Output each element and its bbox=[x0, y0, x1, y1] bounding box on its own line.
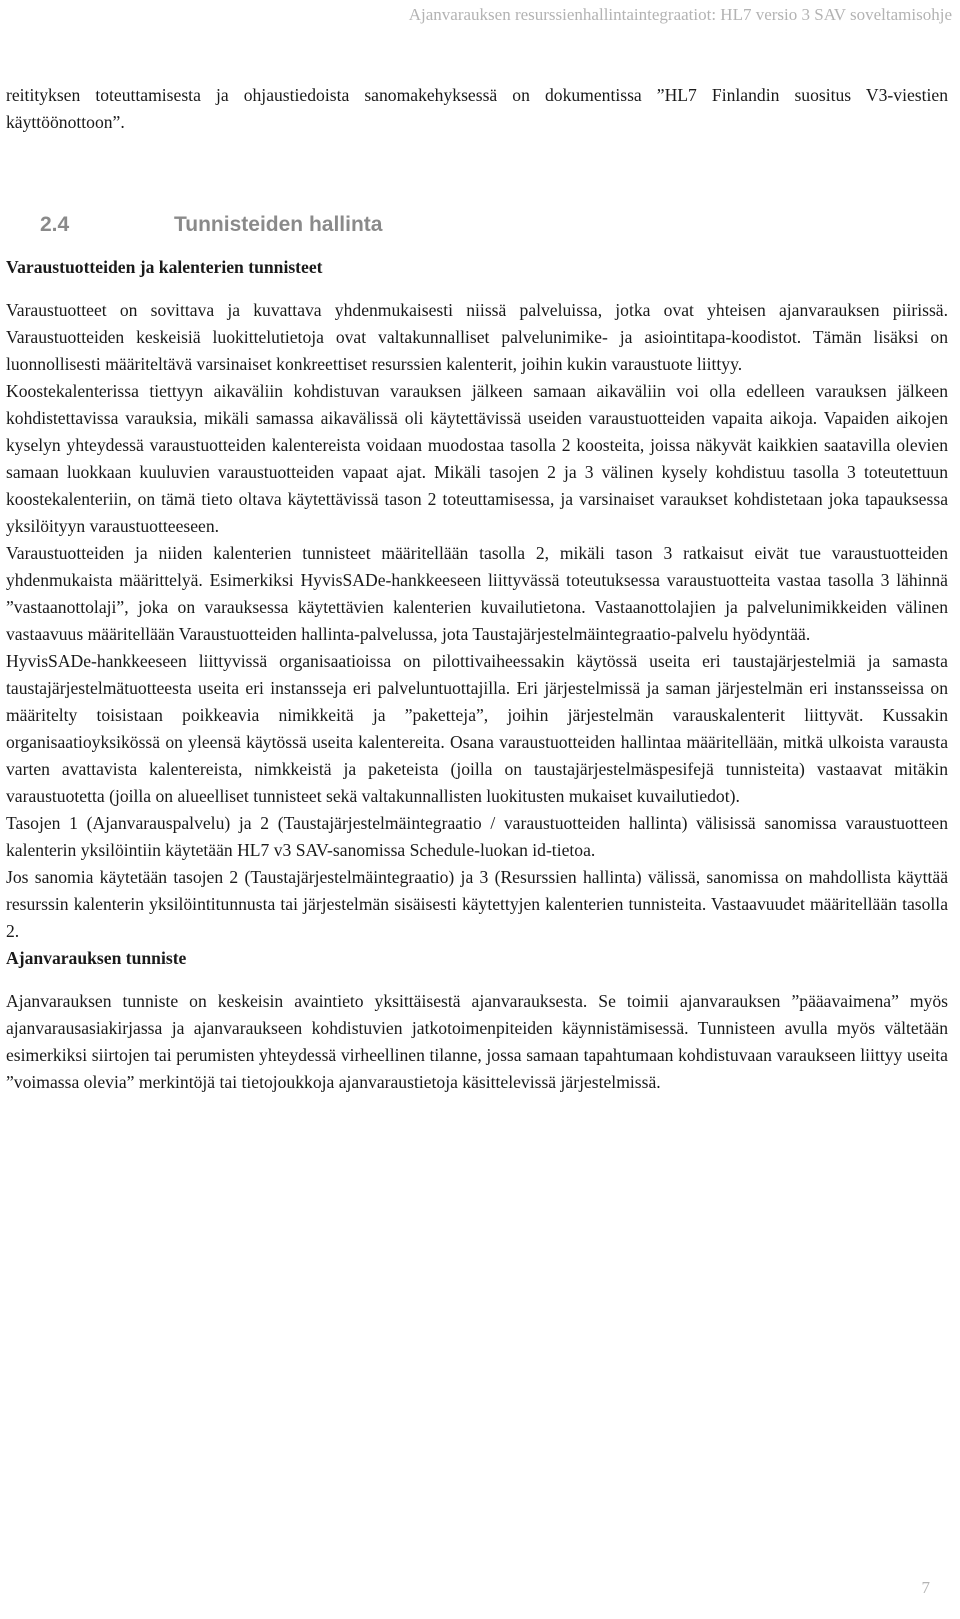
subsection-heading-identifiers: Varaustuotteiden ja kalenterien tunnisteet bbox=[6, 257, 323, 277]
page-number: 7 bbox=[921, 1578, 930, 1597]
paragraph: Ajanvarauksen tunniste on keskeisin avaintieto yksittäisestä ajanvarauksesta. Se toimii ajanvarauksen ”pääavaimena” myös ajanvarausasiakirjassa ja ajanvaraukseen kohdistuvien jatkotoimenpiteiden käynnistämisessä. Tunnisteen avulla myös vältetään esimerkiksi siirtojen tai perumisten yhteydessä virheellinen tilanne, jossa samaan tapahtumaan kohdistuvaan varaukseen liittyy useita ”voimassa olevia” merkintöjä tai tietojoukkoja ajanvaraustietoja käsittelevissä järjestelmissä. bbox=[6, 991, 948, 1092]
paragraph: Varaustuotteet on sovittava ja kuvattava yhdenmukaisesti niissä palveluissa, jotka ovat yhteisen ajanvarauksen piirissä. Varaustuotteiden keskeisiä luokittelutietoja ovat valtakunnalliset palvelunimike- ja asiointitapa-koodistot. Tämän lisäksi on luonnollisesti määriteltävä varsinaiset konkreettiset resurssien kalenterit, joihin kukin varaustuote liittyy. bbox=[6, 300, 948, 374]
section-title: Tunnisteiden hallinta bbox=[174, 213, 383, 236]
section-number: 2.4 bbox=[40, 213, 70, 236]
intro-paragraph: reitityksen toteuttamisesta ja ohjaustiedoista sanomakehyksessä on dokumentissa ”HL7 Finlandin suositus V3-viestien käyttöönottoon”. bbox=[6, 85, 948, 132]
section-heading bbox=[6, 210, 948, 240]
paragraph: Jos sanomia käytetään tasojen 2 (Taustajärjestelmäintegraatio) ja 3 (Resurssien hallinta) välissä, sanomissa on mahdollista käyttää resurssin kalenterin yksilöintitunnusta tai järjestelmän sisäisesti käytettyjen kalenterien tunnisteita. Vastaavuudet määritellään tasolla 2. bbox=[6, 867, 948, 941]
page-content bbox=[6, 82, 948, 1096]
paragraph: Tasojen 1 (Ajanvarauspalvelu) ja 2 (Taustajärjestelmäintegraatio / varaustuotteiden hallinta) välisissä sanomissa varaustuotteen kalenterin yksilöintiin käytetään HL7 v3 SAV-sanomissa Schedule-luokan id-tietoa. bbox=[6, 813, 948, 860]
paragraph: HyvisSADe-hankkeeseen liittyvissä organisaatioissa on pilottivaiheessakin käytössä useita eri taustajärjestelmiä ja samasta taustajärjestelmätuotteesta useita eri instansseja eri palveluntuottajilla. Eri järjestelmissä ja saman järjestelmän eri instansseissa on määritelty toisistaan poikkeavia nimikkeitä ja ”paketteja”, joihin järjestelmän varauskalenterit liittyvät. Kussakin organisaatioyksikössä on yleensä käytössä useita kalentereita. Osana varaustuotteiden hallintaa määritellään, mitkä ulkoista varausta varten avattavista kalentereista, nimkkeistä ja paketeista (joilla on taustajärjestelmäspesifejä tunnisteita) vastaavat mitäkin varaustuotetta (joilla on alueelliset tunnisteet sekä valtakunnallisten luokitusten mukaiset kuvailutiedot). bbox=[6, 651, 948, 806]
paragraph: Varaustuotteiden ja niiden kalenterien tunnisteet määritellään tasolla 2, mikäli tason 3 ratkaisut eivät tue varaustuotteiden yhdenmukaista määrittelyä. Esimerkiksi HyvisSADe-hankkeeseen liittyvässä toteutuksessa varaustuotteita vastaa tasolla 3 lähinnä ”vastaanottolaji”, joka on varauksessa käytettävien kalenterien kuvailutietona. Vastaanottolajien ja palvelunimikkeiden välinen vastaavuus määritellään Varaustuotteiden hallinta-palvelussa, jota Taustajärjestelmäintegraatio-palvelu hyödyntää. bbox=[6, 543, 948, 644]
running-header: Ajanvarauksen resurssienhallintaintegraatiot: HL7 versio 3 SAV soveltamisohje bbox=[408, 5, 952, 24]
paragraph: Koostekalenterissa tiettyyn aikaväliin kohdistuvan varauksen jälkeen samaan aikaväliin voi olla edelleen varauksen jälkeen kohdistettavissa varauksia, mikäli samassa aikavälissä oli käytettävissä useiden varaustuotteiden vapaita aikoja. Vapaiden aikojen kyselyn yhteydessä varaustuotteiden kalentereista voidaan muodostaa tasolla 2 koosteita, joissa näkyvät kaikkien saatavilla olevien samaan luokkaan kuuluvien varaustuotteiden vapaat ajat. Mikäli tasojen 2 ja 3 välinen kysely kohdistuu tasolla 3 toteutettuun koostekalenteriin, on tämä tieto oltava käytettävissä tason 2 toteuttamisessa, ja varsinaiset varaukset kohdistetaan joka tapauksessa yksilöityyn varaustuotteeseen. bbox=[6, 381, 948, 536]
subsection-heading-booking-id: Ajanvarauksen tunniste bbox=[6, 948, 187, 968]
